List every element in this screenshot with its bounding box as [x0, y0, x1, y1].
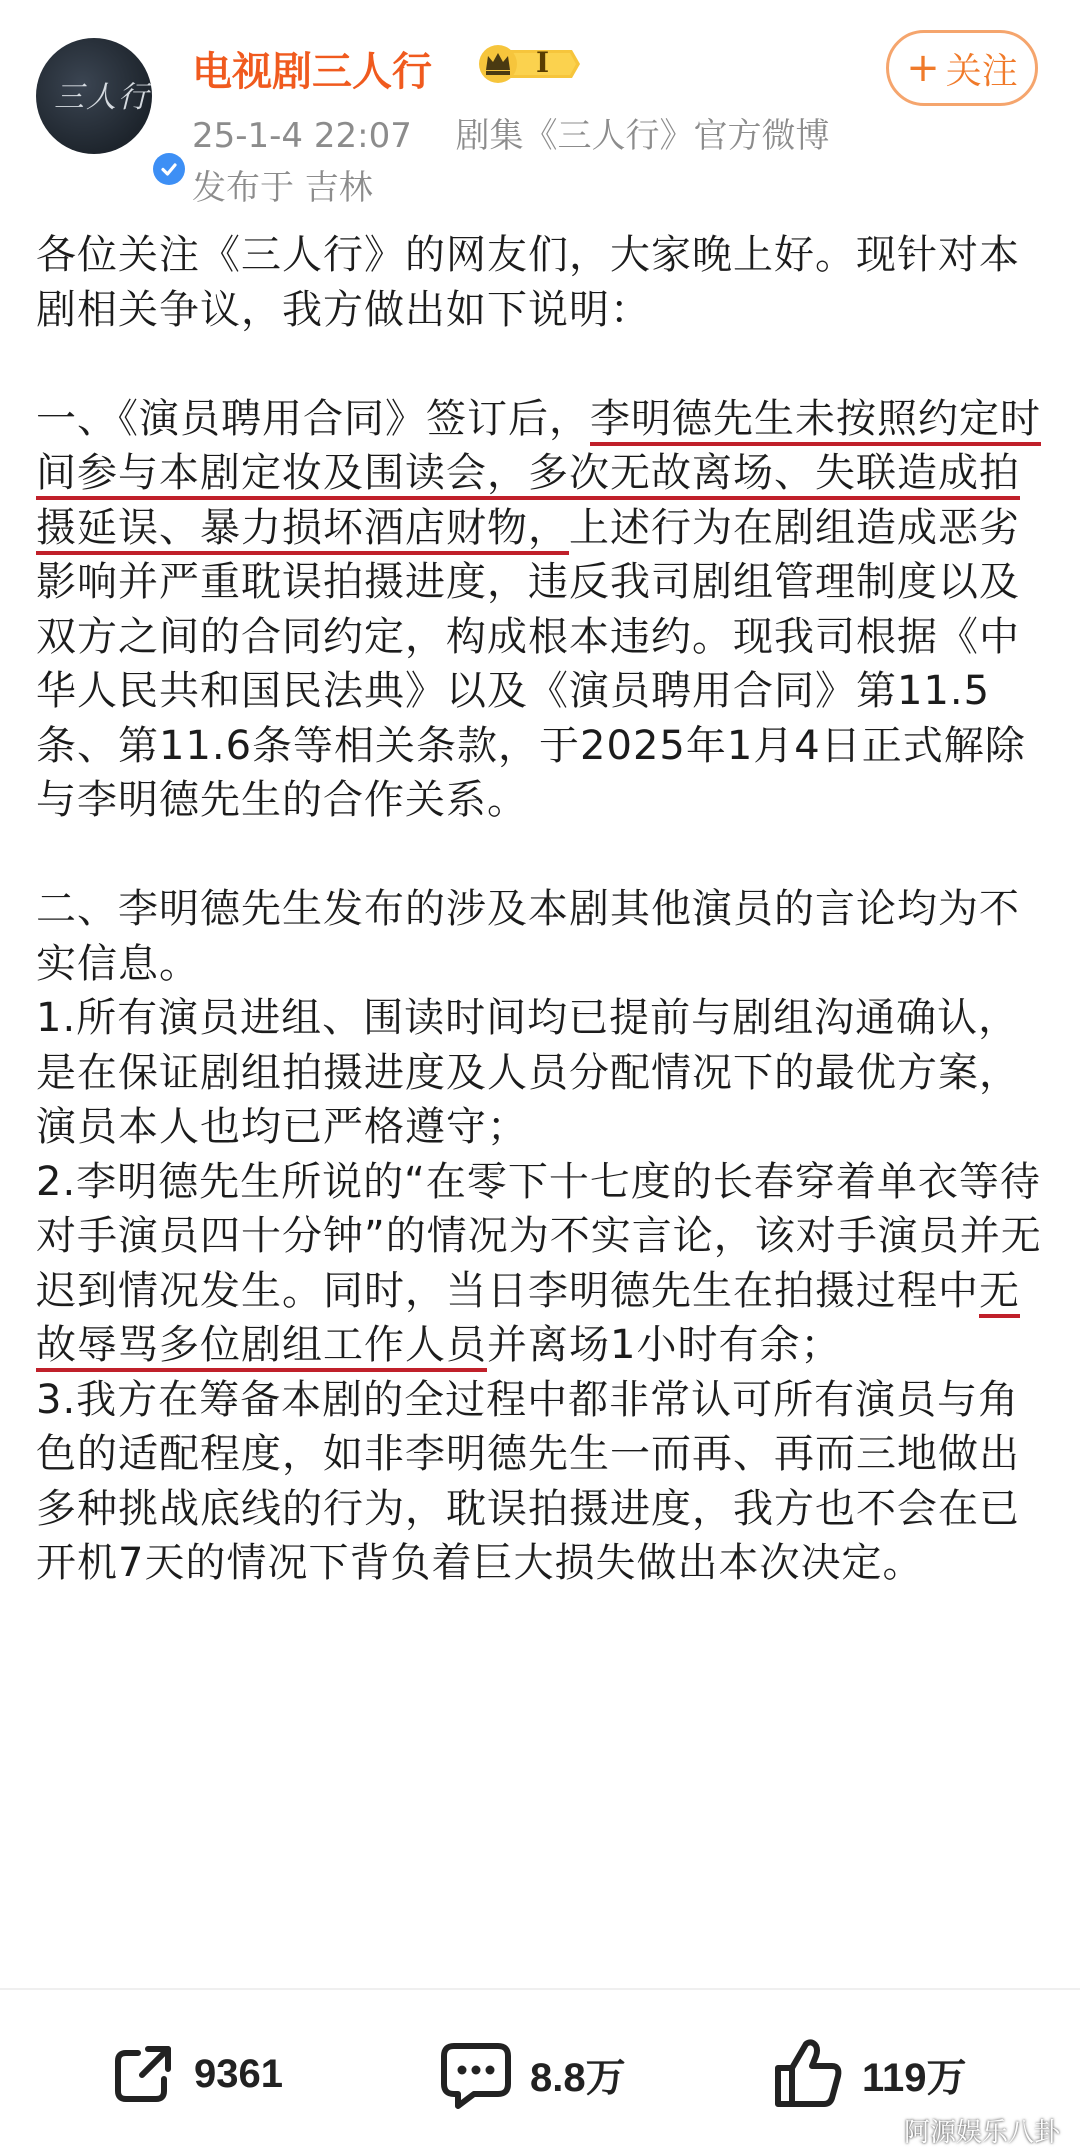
thumbs-up-icon: [770, 2036, 846, 2112]
section-1-lead: 一、《演员聘用合同》签订后，: [36, 395, 590, 442]
avatar-text: 三人行: [54, 80, 150, 115]
comment-count: 8.8万: [530, 2055, 626, 2100]
like-count: 119万: [862, 2055, 967, 2100]
share-count: 9361: [194, 2051, 283, 2096]
verified-badge-icon: [150, 150, 188, 188]
post-paragraph-section-2-item-1: 1.所有演员进组、围读时间均已提前与剧组沟通确认，是在保证剧组拍摄进度及人员分配情况下的最优方案，演员本人也均已严格遵守；: [36, 995, 1020, 1150]
section-2-item-2-lead: 2.李明德先生所说的“在零下十七度的长春穿着单衣等待对手演员四十分钟”的情况为不实言论，该对手演员并无迟到情况发生。同时，当日李明德先生在拍摄过程中: [36, 1158, 1042, 1314]
share-icon: [108, 2039, 178, 2109]
avatar[interactable]: [36, 38, 152, 154]
follow-label: 关注: [945, 50, 1018, 92]
share-button[interactable]: [108, 2034, 283, 2114]
footer-divider: [0, 1988, 1080, 1990]
post-paragraph-section-2-item-2: [36, 1155, 1046, 1373]
post-paragraph-section-2-item-3: 3.我方在筹备本剧的全过程中都非常认可所有演员与角色的适配程度，如非李明德先生一而再、再而三地做出多种挑战底线的行为，耽误拍摄进度，我方也不会在已开机7天的情况下背负着巨大损失做出本次决定。: [36, 1376, 1020, 1586]
like-button[interactable]: [770, 2034, 967, 2114]
section-1-rest: 上述行为在剧组造成恶劣影响并严重耽误拍摄进度，违反我司剧组管理制度以及双方之间的合同约定，构成根本违约。现我司根据《中华人民共和国民法典》以及《演员聘用合同》第11.5条、第11.6条等相关条款，于2025年1月4日正式解除与李明德先生的合作关系。: [36, 504, 1026, 823]
post-paragraph-section-2-title: 二、李明德先生发布的涉及本剧其他演员的言论均为不实信息。: [36, 886, 1020, 987]
follow-button[interactable]: [886, 30, 1038, 106]
post-header: [0, 0, 1080, 210]
section-1-underlined: 李明德先生未按照约定时间参与本剧定妆及围读会，多次无故离场、失联造成拍摄延误、暴力损坏酒店财物，: [36, 395, 1041, 551]
post-source: 剧集《三人行》官方微博: [455, 116, 830, 156]
vip-level: I: [536, 46, 550, 79]
section-2-item-2-rest: 并离场1小时有余；: [487, 1322, 842, 1368]
post-location: 发布于 吉林: [192, 168, 373, 208]
post-paragraph-intro: 各位关注《三人行》的网友们，大家晚上好。现针对本剧相关争议，我方做出如下说明：: [36, 232, 1020, 333]
post-meta: [192, 108, 829, 157]
vip-level-badge-icon[interactable]: [478, 44, 582, 84]
post-paragraph-section-1: [36, 392, 1046, 828]
post-body: [36, 228, 1046, 1591]
plus-icon: +: [906, 45, 940, 91]
comment-icon: [438, 2038, 514, 2110]
section-2-item-2-underlined: 无故辱骂多位剧组工作人员: [36, 1267, 1020, 1368]
watermark: 阿源娱乐八卦: [904, 2118, 1061, 2148]
post-timestamp: 25-1-4 22:07: [192, 116, 412, 156]
comment-button[interactable]: [438, 2034, 626, 2114]
account-name[interactable]: 电视剧三人行: [192, 49, 432, 95]
